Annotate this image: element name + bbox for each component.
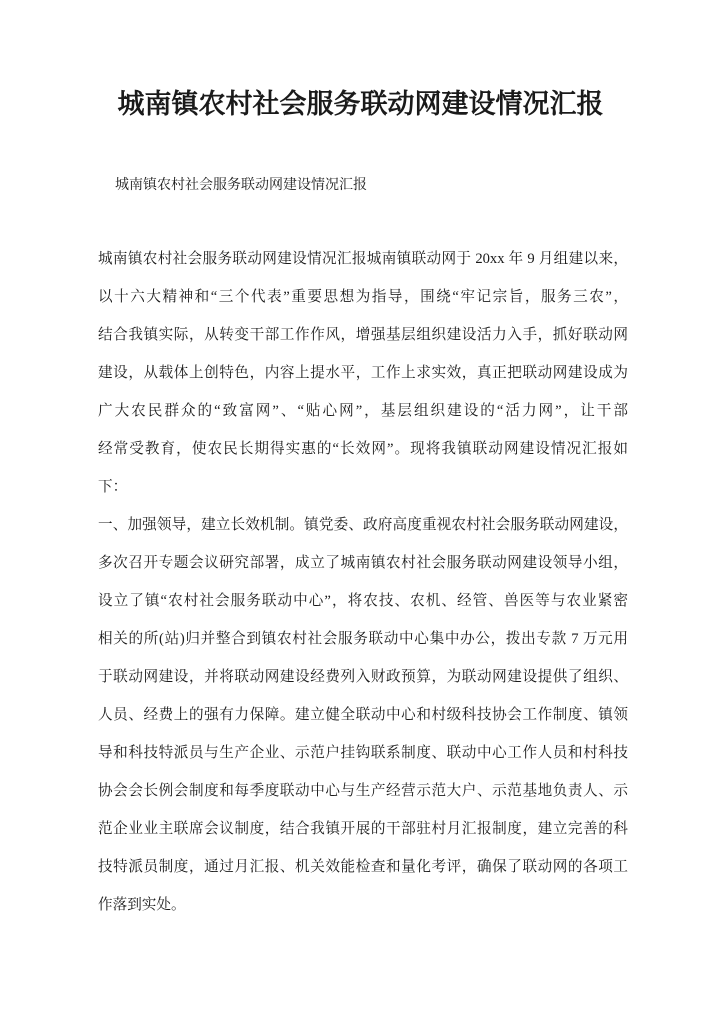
text-line: 下： (98, 479, 128, 495)
text-line: 城南镇农村社会服务联动网建设情况汇报城南镇联动网于 20xx 年 9 月组建以来， (98, 251, 628, 267)
text-line: 建设，从载体上创特色，内容上提水平，工作上求实效，真正把联动网建设成为 (98, 365, 628, 381)
paragraph-intro (98, 240, 628, 506)
text-line: 范企业业主联席会议制度，结合我镇开展的干部驻村月汇报制度，建立完善的科 (98, 821, 628, 837)
text-line: 经常受教育，使农民长期得实惠的“长效网”。现将我镇联动网建设情况汇报如 (98, 441, 628, 457)
text-line: 设立了镇“农村社会服务联动中心”，将农技、农机、经管、兽医等与农业紧密 (98, 593, 628, 609)
text-line: 协会会长例会制度和每季度联动中心与生产经营示范大户、示范基地负责人、示 (98, 783, 628, 799)
text-line: 广大农民群众的“致富网”、“贴心网”，基层组织建设的“活力网”，让干部 (98, 403, 628, 419)
text-line: 于联动网建设，并将联动网建设经费列入财政预算，为联动网建设提供了组织、 (98, 669, 628, 685)
text-line: 技特派员制度，通过月汇报、机关效能检查和量化考评，确保了联动网的各项工 (98, 859, 628, 875)
text-line: 相关的所(站)归并整合到镇农村社会服务联动中心集中办公，拨出专款 7 万元用 (98, 631, 628, 647)
text-line: 作落到实处。 (98, 897, 186, 913)
document-subtitle: 城南镇农村社会服务联动网建设情况汇报 (115, 178, 367, 193)
paragraph-section-one (98, 506, 628, 924)
text-line: 导和科技特派员与生产企业、示范户挂钩联系制度、联动中心工作人员和村科技 (98, 745, 628, 761)
text-line: 结合我镇实际，从转变干部工作作风，增强基层组织建设活力入手，抓好联动网 (98, 327, 628, 343)
document-body (98, 240, 628, 924)
text-line: 以十六大精神和“三个代表”重要思想为指导，围绕“牢记宗旨，服务三农”， (98, 289, 628, 305)
text-line: 多次召开专题会议研究部署，成立了城南镇农村社会服务联动网建设领导小组， (98, 555, 628, 571)
text-line: 人员、经费上的强有力保障。建立健全联动中心和村级科技协会工作制度、镇领 (98, 707, 628, 723)
document-title: 城南镇农村社会服务联动网建设情况汇报 (117, 89, 604, 119)
text-line: 一、加强领导，建立长效机制。镇党委、政府高度重视农村社会服务联动网建设， (98, 517, 628, 533)
